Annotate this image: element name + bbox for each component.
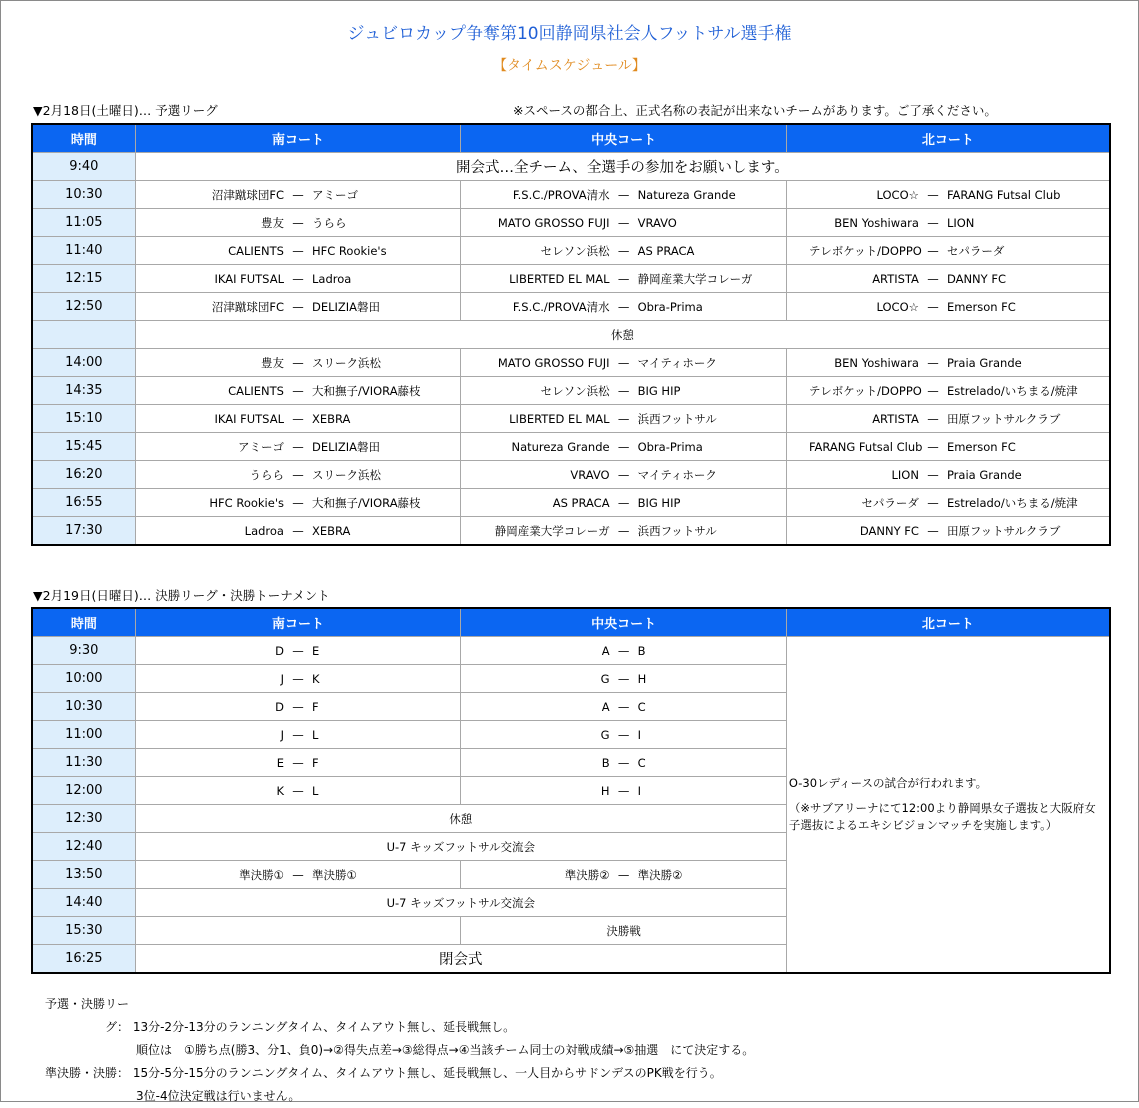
vs-dash: — [617,727,630,742]
vs-dash: — [292,495,304,510]
match-cell [461,777,787,805]
team-b: Praia Grande [946,355,1022,370]
vs-dash: — [292,411,304,426]
time-cell: 10:00 [32,665,135,693]
rule-label: 予選・決勝リーグ： [44,997,129,1034]
team-a: G [600,671,610,686]
team-b: E [311,643,320,658]
team-b: BIG HIP [637,383,681,398]
team-b: AS PRACA [637,243,695,258]
north-note-line1: O-30レディースの試合が行われます。 [788,776,988,790]
team-b: DELIZIA磐田 [311,439,381,454]
table-row [32,433,1110,461]
team-a: LIBERTED EL MAL [509,411,610,426]
team-b: F [311,755,319,770]
table-row [32,489,1110,517]
match-cell [135,377,461,405]
time-cell: 12:50 [32,293,135,321]
team-a: セパラーダ [861,495,919,510]
team-a: B [601,755,610,770]
match-cell [786,517,1110,546]
vs-dash: — [292,867,304,882]
team-a: J [280,727,284,742]
vs-dash: — [292,187,304,202]
team-b: 浜西フットサル [637,411,717,426]
team-a: 準決勝① [239,867,284,882]
vs-dash: — [292,383,304,398]
vs-dash: — [617,699,630,714]
rule-label: 順位は [136,1043,173,1057]
rule-line [37,1085,754,1108]
vs-dash: — [292,783,304,798]
team-a: FARANG Futsal Club [808,439,923,454]
table-row [32,293,1110,321]
match-cell [461,861,787,889]
day2-heading: ▼2月19日(日曜日)… 決勝リーグ・決勝トーナメント [33,588,330,603]
rule-line [37,1039,754,1062]
match-cell [461,209,787,237]
vs-dash: — [927,355,939,370]
team-a: うらら [249,467,284,482]
team-a: G [600,727,610,742]
match-cell [135,461,461,489]
vs-dash: — [617,643,630,658]
team-b: Emerson FC [946,439,1016,454]
time-cell: 15:10 [32,405,135,433]
vs-dash: — [927,439,939,454]
time-cell: 11:00 [32,721,135,749]
team-b: XEBRA [311,411,351,426]
match-cell [786,433,1110,461]
time-cell: 17:30 [32,517,135,546]
team-b: C [637,755,646,770]
time-cell: 11:40 [32,237,135,265]
match-cell [786,349,1110,377]
vs-dash: — [617,411,630,426]
team-b: Emerson FC [946,299,1016,314]
team-b: 浜西フットサル [637,523,717,538]
team-a: 静岡産業大学コレーガ [494,523,610,538]
match-cell [786,237,1110,265]
match-cell [461,293,787,321]
table-row [32,405,1110,433]
team-b: I [637,727,641,742]
vs-dash: — [617,271,630,286]
team-b: DANNY FC [946,271,1006,286]
team-a: LION [891,467,919,482]
vs-dash: — [292,215,304,230]
rule-text: ①勝ち点(勝3、分1、負0)→②得失点差→③総得点→④当該チーム同士の対戦成績→⑤抽選 にて決定する。 [184,1043,755,1057]
match-cell [461,181,787,209]
team-b: XEBRA [311,523,351,538]
team-b: Estrelado/いちまる/焼津 [946,383,1078,398]
break-cell: 休憩 [135,321,1110,349]
table-row [32,265,1110,293]
match-cell [135,405,461,433]
vs-dash: — [292,439,304,454]
table-row [32,349,1110,377]
match-cell [461,349,787,377]
vs-dash: — [927,243,939,258]
header-south-court: 南コート [135,608,461,637]
match-cell [135,693,461,721]
match-cell [786,377,1110,405]
team-b: 準決勝① [311,867,357,882]
final-match-cell: 決勝戦 [461,917,787,945]
match-cell [786,405,1110,433]
opening-ceremony-cell: 開会式…全チーム、全選手の参加をお願いします。 [135,153,1110,181]
team-a: テレボケット/DOPPO [808,383,922,398]
time-cell: 14:00 [32,349,135,377]
team-a: HFC Rookie's [209,495,284,510]
header-north-court: 北コート [786,608,1110,637]
match-cell [135,517,461,546]
vs-dash: — [617,243,630,258]
match-cell [461,377,787,405]
team-a: テレボケット/DOPPO [808,243,922,258]
time-cell: 9:30 [32,637,135,665]
rule-text: 3位-4位決定戦は行いません。 [136,1089,301,1103]
team-a: 豊友 [260,215,284,230]
team-b: Praia Grande [946,467,1022,482]
team-a: IKAI FUTSAL [214,271,284,286]
page-subtitle: 【タイムスケジュール】 [493,58,646,74]
match-cell [461,489,787,517]
match-cell [135,489,461,517]
vs-dash: — [927,523,939,538]
time-cell [32,321,135,349]
match-cell [135,637,461,665]
rule-text: 15分-5分-15分のランニングタイム、タイムアウト無し、延長戦無し、一人目からサドンデスのPK戦を行う。 [132,1066,722,1080]
team-b: 田原フットサルクラブ [946,523,1061,538]
team-a: IKAI FUTSAL [214,411,284,426]
vs-dash: — [927,187,939,202]
match-cell [135,181,461,209]
team-a: アミーゴ [237,439,284,454]
table-row [32,181,1110,209]
team-a: BEN Yoshiwara [834,215,919,230]
rule-label: 準決勝・決勝： [44,1066,129,1080]
time-cell: 10:30 [32,693,135,721]
match-cell [135,861,461,889]
header-north-court: 北コート [786,124,1110,153]
team-a: J [280,671,284,686]
vs-dash: — [617,523,630,538]
vs-dash: — [292,727,304,742]
team-a: 沼津蹴球団FC [211,299,284,314]
north-note-line2: （※サブアリーナにて12:00より静岡県女子選抜と大阪府女子選抜によるエキシビジョンマッチを実施します。） [788,801,1096,832]
team-a: MATO GROSSO FUJI [497,355,610,370]
team-b: スリーク浜松 [311,467,381,482]
vs-dash: — [292,643,304,658]
vs-dash: — [927,383,939,398]
day2-schedule-table [31,607,1111,974]
vs-dash: — [617,439,630,454]
team-b: K [311,671,320,686]
vs-dash: — [927,495,939,510]
team-b: マイティホーク [637,467,717,482]
team-a: BEN Yoshiwara [834,355,919,370]
team-b: Natureza Grande [637,187,736,202]
vs-dash: — [617,467,630,482]
match-cell [461,749,787,777]
team-b: うらら [311,215,347,230]
team-b: アミーゴ [311,187,358,202]
table-header-row [32,124,1110,153]
team-b: 静岡産業大学コレーガ [637,271,753,286]
vs-dash: — [617,755,630,770]
match-cell [461,265,787,293]
vs-dash: — [617,355,630,370]
vs-dash: — [292,299,304,314]
header-time: 時間 [32,124,135,153]
match-cell [461,433,787,461]
vs-dash: — [292,355,304,370]
match-cell [786,293,1110,321]
kids-event-cell: U-7 キッズフットサル交流会 [135,833,786,861]
team-a: セレソン浜松 [540,243,610,258]
match-cell [135,433,461,461]
team-a: セレソン浜松 [540,383,610,398]
table-row [32,377,1110,405]
header-time: 時間 [32,608,135,637]
time-cell: 16:20 [32,461,135,489]
match-cell [135,749,461,777]
table-row [32,237,1110,265]
vs-dash: — [617,867,630,882]
rule-line [37,1062,754,1085]
time-cell: 12:00 [32,777,135,805]
team-a: MATO GROSSO FUJI [497,215,610,230]
match-cell [135,293,461,321]
team-b: スリーク浜松 [311,355,381,370]
vs-dash: — [292,467,304,482]
vs-dash: — [617,299,630,314]
team-a: E [276,755,284,770]
time-cell: 14:35 [32,377,135,405]
table-header-row [32,608,1110,637]
vs-dash: — [617,495,630,510]
kids-event-cell: U-7 キッズフットサル交流会 [135,889,786,917]
vs-dash: — [927,271,939,286]
time-cell: 15:30 [32,917,135,945]
team-b: L [311,783,319,798]
team-a: LOCO☆ [876,299,919,314]
team-b: Obra-Prima [637,299,703,314]
team-a: 豊友 [260,355,284,370]
team-b: FARANG Futsal Club [946,187,1061,202]
table-row [32,637,1110,665]
rule-text: 13分-2分-13分のランニングタイム、タイムアウト無し、延長戦無し。 [132,1020,516,1034]
notice-text: ※スペースの都合上、正式名称の表記が出来ないチームがあります。ご了承ください。 [513,103,997,118]
team-a: CALIENTS [228,243,284,258]
team-a: ARTISTA [872,271,919,286]
team-a: DANNY FC [859,523,919,538]
match-cell [461,237,787,265]
vs-dash: — [292,271,304,286]
vs-dash: — [617,383,630,398]
time-cell: 12:40 [32,833,135,861]
team-a: Ladroa [244,523,284,538]
team-a: CALIENTS [228,383,284,398]
team-a: D [275,643,284,658]
team-b: I [637,783,641,798]
team-b: L [311,727,319,742]
team-a: F.S.C./PROVA清水 [512,187,610,202]
time-cell: 10:30 [32,181,135,209]
rules-section [37,993,754,1108]
table-row [32,517,1110,546]
team-a: 沼津蹴球団FC [211,187,284,202]
match-cell [786,181,1110,209]
break-row [32,321,1110,349]
team-a: Natureza Grande [511,439,610,454]
vs-dash: — [927,467,939,482]
break-cell: 休憩 [135,805,786,833]
team-b: H [637,671,647,686]
vs-dash: — [617,215,630,230]
team-b: C [637,699,646,714]
time-cell: 9:40 [32,153,135,181]
opening-row [32,153,1110,181]
team-b: 大和撫子/VIORA藤枝 [311,383,421,398]
team-b: マイティホーク [637,355,717,370]
team-a: ARTISTA [872,411,919,426]
team-a: VRAVO [570,467,610,482]
time-cell: 11:30 [32,749,135,777]
team-a: H [600,783,610,798]
team-a: LOCO☆ [876,187,919,202]
vs-dash: — [292,699,304,714]
match-cell [786,209,1110,237]
match-cell [786,265,1110,293]
vs-dash: — [927,411,939,426]
match-cell [786,489,1110,517]
team-b: DELIZIA磐田 [311,299,381,314]
match-cell [461,517,787,546]
team-a: K [276,783,284,798]
time-cell: 14:40 [32,889,135,917]
team-b: 大和撫子/VIORA藤枝 [311,495,421,510]
team-b: 準決勝② [637,867,683,882]
vs-dash: — [617,783,630,798]
match-cell [786,461,1110,489]
team-b: F [311,699,319,714]
team-b: VRAVO [637,215,677,230]
match-cell [135,721,461,749]
time-cell: 16:55 [32,489,135,517]
match-cell [461,693,787,721]
match-cell [135,777,461,805]
match-cell [135,265,461,293]
match-cell [135,237,461,265]
team-b: B [637,643,646,658]
match-cell [461,637,787,665]
match-cell [461,405,787,433]
match-cell [135,209,461,237]
time-cell: 11:05 [32,209,135,237]
team-b: Ladroa [311,271,352,286]
team-b: Estrelado/いちまる/焼津 [946,495,1078,510]
header-center-court: 中央コート [461,608,787,637]
match-cell [135,665,461,693]
time-cell: 12:30 [32,805,135,833]
team-b: BIG HIP [637,495,681,510]
day1-heading: ▼2月18日(土曜日)… 予選リーグ [33,103,218,118]
team-a: F.S.C./PROVA清水 [512,299,610,314]
vs-dash: — [292,671,304,686]
team-b: LION [946,215,975,230]
time-cell: 16:25 [32,945,135,974]
match-cell [135,349,461,377]
time-cell: 13:50 [32,861,135,889]
team-b: Obra-Prima [637,439,703,454]
header-south-court: 南コート [135,124,461,153]
rule-line [37,993,754,1039]
team-a: 準決勝② [564,867,610,882]
time-cell: 15:45 [32,433,135,461]
header-center-court: 中央コート [461,124,787,153]
closing-ceremony-cell: 閉会式 [135,945,786,974]
team-a: LIBERTED EL MAL [509,271,610,286]
page-title: ジュビロカップ争奪第10回静岡県社会人フットサル選手権 [347,24,792,44]
time-cell: 12:15 [32,265,135,293]
vs-dash: — [292,523,304,538]
vs-dash: — [292,243,304,258]
empty-cell [135,917,461,945]
team-a: D [275,699,284,714]
team-a: A [601,699,610,714]
table-row [32,209,1110,237]
table-row [32,461,1110,489]
team-b: セパラーダ [946,243,1005,258]
vs-dash: — [927,299,939,314]
day1-schedule-table [31,123,1111,546]
north-court-note [786,637,1110,974]
team-a: AS PRACA [552,495,610,510]
match-cell [461,461,787,489]
team-b: 田原フットサルクラブ [946,411,1061,426]
team-b: HFC Rookie's [311,243,387,258]
team-a: A [601,643,610,658]
match-cell [461,721,787,749]
match-cell [461,665,787,693]
vs-dash: — [617,187,630,202]
vs-dash: — [617,671,630,686]
vs-dash: — [927,215,939,230]
vs-dash: — [292,755,304,770]
